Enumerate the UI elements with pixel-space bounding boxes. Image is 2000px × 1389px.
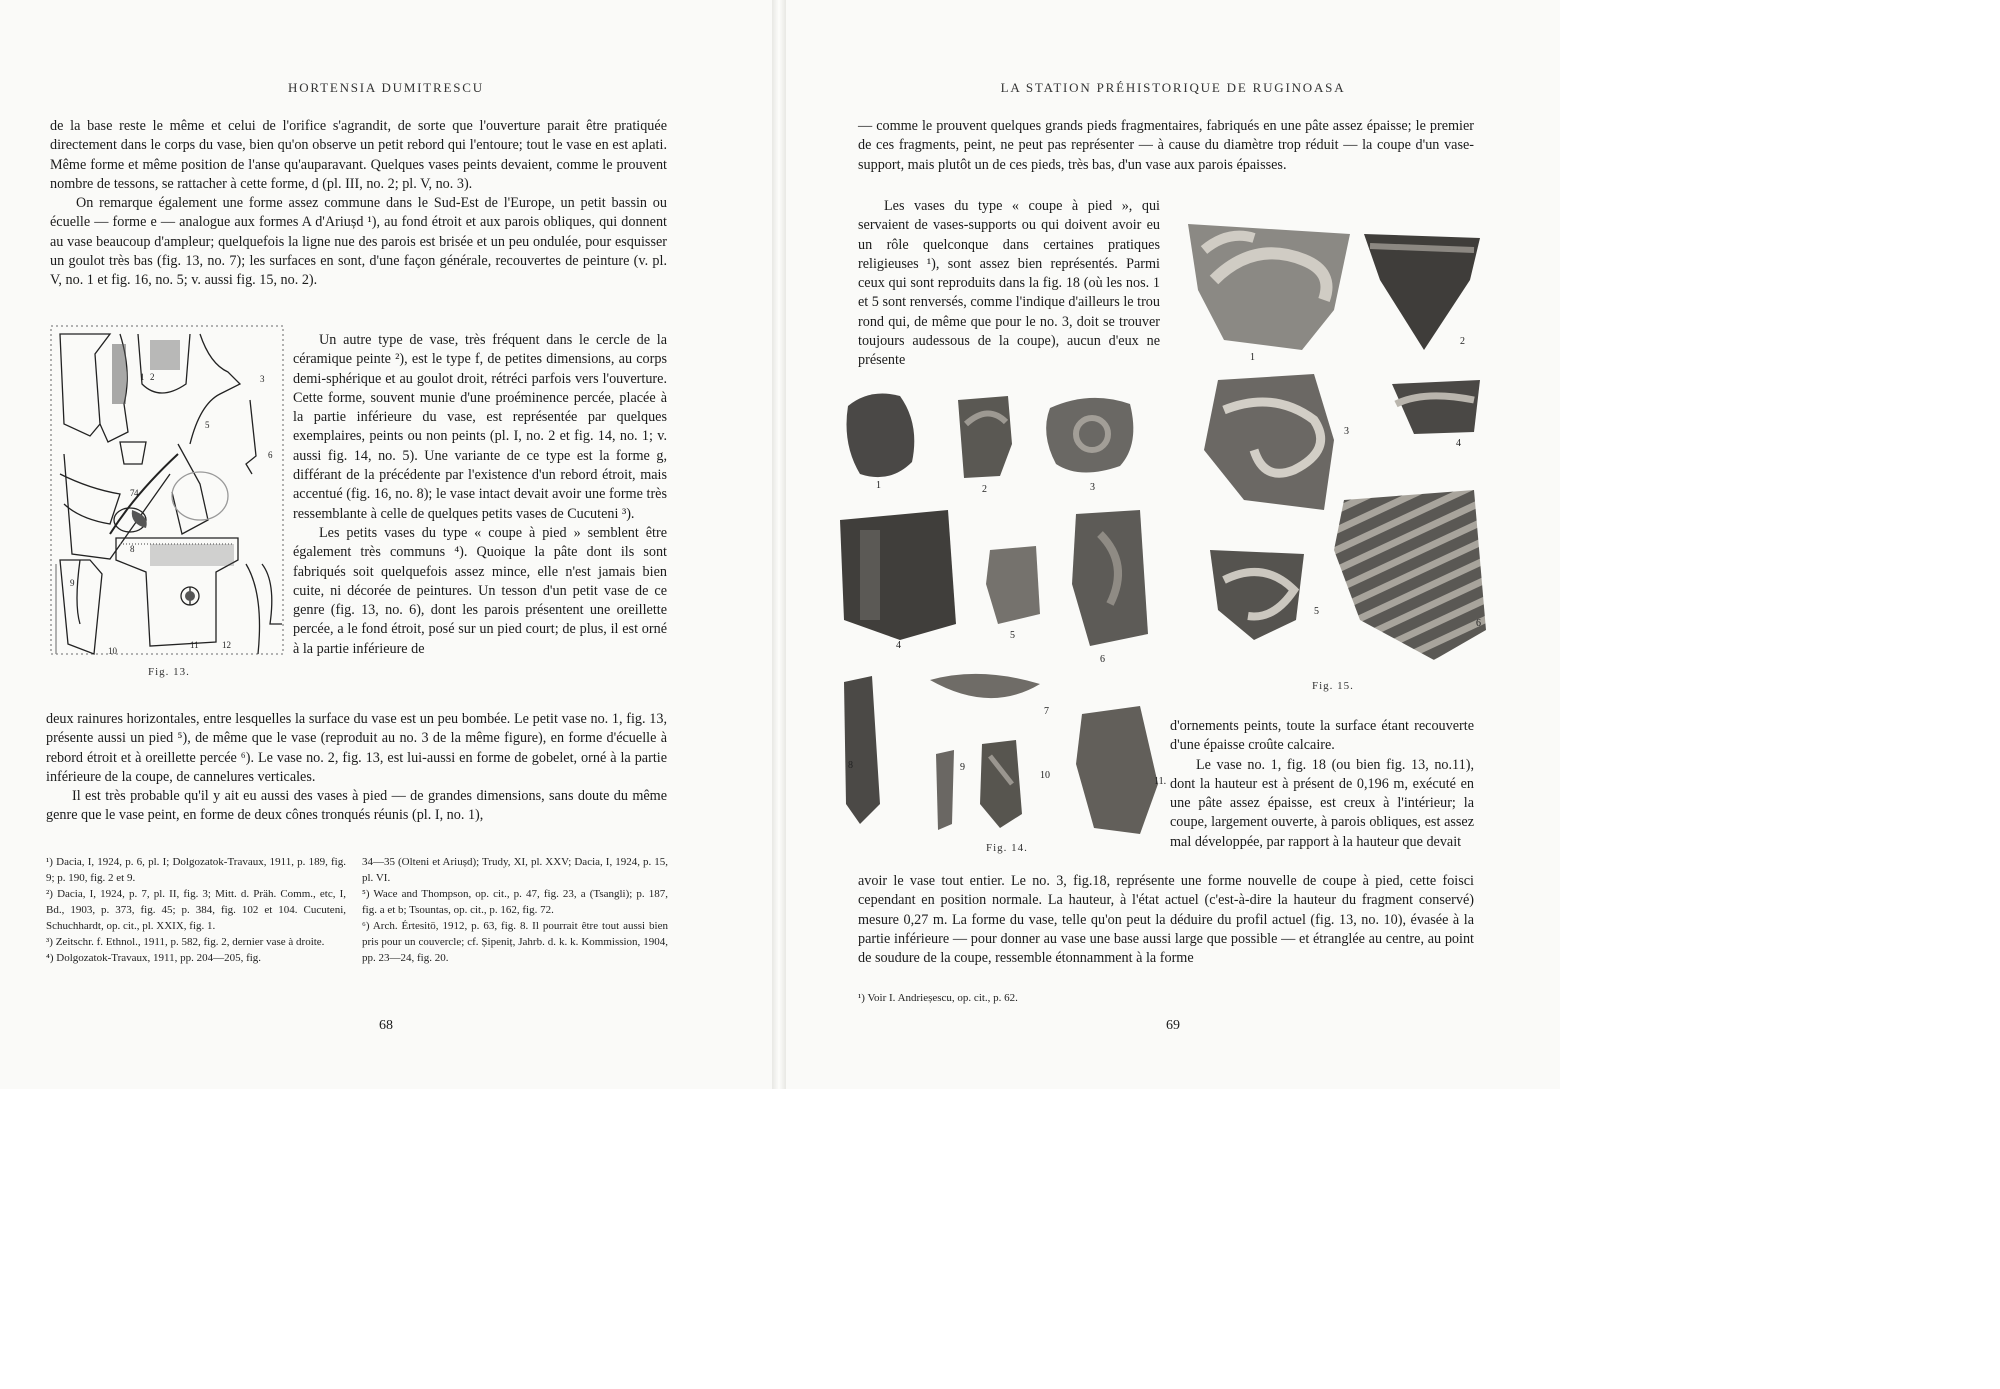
folio-left: 68 <box>379 1018 393 1033</box>
fig13-number: 12 <box>222 640 231 650</box>
fig14-number: 9 <box>960 762 965 773</box>
fig14-sherd-9 <box>936 750 954 830</box>
fig14-sherd-8 <box>844 676 880 824</box>
fig14-sherd-11 <box>1076 706 1158 834</box>
fig15-number: 4 <box>1456 438 1461 449</box>
fig15-sherd-5 <box>1210 550 1304 640</box>
fig14-sherd-10 <box>980 740 1022 828</box>
fig13-number: 8 <box>130 544 135 554</box>
fig15-number: 5 <box>1314 606 1319 617</box>
figure-14-photo <box>840 384 1186 846</box>
fig14-number: 6 <box>1100 654 1105 665</box>
paragraph: Les petits vases du type « coupe à pied » semblent être également très communs ⁴). Quoique la pâte dont ils sont fabriqués soit quelquefois assez mince, elle n'est jamais bien cuite, ni décorée de peintures. Un tesson d'un petit vase de ce genre (fig. 13, no. 6), dont les parois présentent une oreillette percée, a le fond étroit, posé sur un pied court; de plus, il est orné à la partie inférieure de <box>293 524 667 657</box>
footnotes-col-1 <box>46 854 346 966</box>
paragraph: de la base reste le même et celui de l'orifice s'agrandit, de sorte que l'ouverture parait être pratiquée directement dans le corps du vase, bien qu'on observe un petit rebord qui l'entoure; tout le vase en est aplati. Même forme et même position de l'anse qu'auparavant. Quelques vases peints devaient, comme le prouvent nombre de tessons, se rattacher à cette forme, d (pl. III, no. 2; pl. V, no. 3). <box>50 118 667 192</box>
fig14-sherd-3 <box>1046 398 1133 473</box>
fig14-number: 4 <box>896 640 901 651</box>
fig13-number: 11 <box>190 640 199 650</box>
margin-mark: 11. <box>1154 776 1167 787</box>
footnote: ²) Dacia, I, 1924, p. 7, pl. II, fig. 3; Mitt. d. Präh. Comm., etc, I, Bd., 1903, p. 373, fig. 45; p. 384, fig. 102 et 104. Cucuteni, Schuchhardt, op. cit., pl. XXIX, fig. 1. <box>46 888 346 932</box>
fig14-sherd-4 <box>840 510 956 640</box>
paragraph: — comme le prouvent quelques grands pieds fragmentaires, fabriqués en une pâte assez épaisse; le premier de ces fragments, peint, ne peut pas représenter — à cause du diamètre trop réduit — la coupe d'un vase-support, mais plutôt un de ces pieds, très bas, d'un vase aux parois épaisses. <box>858 118 1474 173</box>
footnote: 34—35 (Olteni et Ariușd); Trudy, XI, pl. XXV; Dacia, I, 1924, p. 15, pl. VI. <box>362 856 668 884</box>
book-gutter <box>772 0 786 1089</box>
figure-15-caption: Fig. 15. <box>1312 680 1354 692</box>
paragraph: avoir le vase tout entier. Le no. 3, fig.18, représente une forme nouvelle de coupe à pied, cette foisci cependant en position normale. La hauteur, à l'état actuel (c'est-à-dire la hauteur du fragment conservé) mesure 0,27 m. La forme du vase, telle qu'on peut la déduire du profil actuel (fig. 13, no. 10), évasée à la partie inférieure — pour donner au vase une base aussi large que possible — et étranglée au centre, au point de soudure de la coupe, ressemble étonnamment à la forme <box>858 873 1474 967</box>
fig13-number: 3 <box>260 374 265 384</box>
fig14-number: 2 <box>982 484 987 495</box>
right-body-side <box>858 197 1160 371</box>
fig15-number: 3 <box>1344 426 1349 437</box>
footnote: ³) Zeitschr. f. Ethnol., 1911, p. 582, fig. 2, dernier vase à droite. <box>46 936 325 948</box>
footnote: ¹) Dacia, I, 1924, p. 6, pl. I; Dolgozatok-Travaux, 1911, p. 189, fig. 9; p. 190, fig. 2 et 9. <box>46 856 346 884</box>
fig15-number: 1 <box>1250 352 1255 363</box>
fig13-number: 5 <box>205 420 210 430</box>
fig14-sherd-6 <box>1072 510 1148 646</box>
footnotes-col-2 <box>362 854 668 966</box>
figure-15-photo <box>1184 220 1486 680</box>
footnote: ⁴) Dolgozatok-Travaux, 1911, pp. 204—205, fig. <box>46 952 262 964</box>
figure-13-caption: Fig. 13. <box>148 666 190 678</box>
fig13-number: 6 <box>268 450 273 460</box>
right-body-full <box>858 872 1474 968</box>
right-page <box>786 0 1560 1089</box>
paragraph: d'ornements peints, toute la surface étant recouverte d'une épaisse croûte calcaire. <box>1170 718 1474 754</box>
fig14-sherd-7 <box>930 674 1040 698</box>
fig14-number: 1 <box>876 480 881 491</box>
fig14-sherd-2 <box>958 396 1012 478</box>
left-body-bottom <box>46 710 667 826</box>
paragraph: Les vases du type « coupe à pied », qui servaient de vases-supports ou qui doivent avoir eu un rôle quelconque dans certaines pratiques religieuses ¹), sont assez bien représentés. Parmi ceux qui sont reproduits dans la fig. 18 (où les nos. 1 et 5 sont renversés, comme l'indique d'ailleurs le trou rond qui, de même que pour le no. 3, doit se trouver toujours audessous de la coupe), aucun d'eux ne présente <box>858 198 1160 369</box>
paragraph: Un autre type de vase, très fréquent dans le cercle de la céramique peinte ²), est le type f, de petites dimensions, au corps demi-sphérique et au goulot droit, rétréci parfois vers l'ouverture. Cette forme, souvent munie d'une proéminence percée, placée à la partie inférieure du vase, est représentée par quelques exemplaires, peints ou non peints (pl. I, no. 2 et fig. 14, no. 1; v. aussi fig. 14, no. 5). Une variante de ce type est la forme g, différant de la précédente par l'existence d'un rebord étroit, mais accentué (fig. 16, no. 8); le vase intact devait avoir une forme très ressemblante à celle de quelques petits vases de Cucuteni ³). <box>293 332 667 522</box>
paragraph: Il est très probable qu'il y ait eu aussi des vases à pied — de grandes dimensions, sans doute du même genre que le vase peint, en forme de deux cônes tronqués réunis (pl. I, no. 1), <box>46 788 667 824</box>
footnote: ⁵) Wace and Thompson, op. cit., p. 47, fig. 23, a (Tsangli); p. 187, fig. a et b; Tsountas, op. cit., p. 162, fig. 72. <box>362 888 668 916</box>
figure-14-caption: Fig. 14. <box>986 842 1028 854</box>
footnote: ¹) Voir I. Andrieșescu, op. cit., p. 62. <box>858 992 1018 1004</box>
fig14-sherd-1 <box>847 394 915 478</box>
figure-13-drawing <box>50 324 286 660</box>
fig14-sherd-5 <box>986 546 1040 624</box>
fig14-number: 8 <box>848 760 853 771</box>
fig15-sherd-4 <box>1392 380 1480 434</box>
paragraph: deux rainures horizontales, entre lesquelles la surface du vase est un peu bombée. Le petit vase no. 1, fig. 13, présente aussi un pied ⁵), de même que le vase (reproduit au no. 3 de la même figure), en forme d'écuelle à rebord étroit et à oreillette percée ⁶). Le vase no. 2, fig. 13, est lui-aussi en forme de gobelet, orné à la partie inférieure de la coupe, de cannelures verticales. <box>46 711 667 785</box>
fig13-number: 7 <box>130 488 135 498</box>
fig15-number: 6 <box>1476 618 1481 629</box>
left-page <box>0 0 772 1089</box>
paragraph: On remarque également une forme assez commune dans le Sud-Est de l'Europe, un petit bassin ou écuelle — forme e — analogue aux formes A d'Ariușd ¹), au fond étroit et aux parois obliques, qui donnent au vase beaucoup d'ampleur; quelquefois la ligne nue des parois est brisée et un peu ondulée, pour esquisser un goulot très bas (fig. 13, no. 7); les surfaces en sont, d'une façon générale, recouvertes de peinture (v. pl. V, no. 1 et fig. 16, no. 5; v. aussi fig. 15, no. 2). <box>50 195 667 289</box>
footnote: ⁶) Arch. Értesitö, 1912, p. 63, fig. 8. Il pourrait être tout aussi bien pris pour un couvercle; cf. Șipeniț, Jahrb. d. k. k. Kommission, 1904, pp. 23—24, fig. 20. <box>362 920 668 964</box>
running-head-right: LA STATION PRÉHISTORIQUE DE RUGINOASA <box>1000 80 1346 95</box>
right-body-top <box>858 117 1474 175</box>
right-body-lower <box>1170 717 1474 852</box>
left-body-side <box>293 331 667 659</box>
fig13-number: 1 <box>140 372 145 382</box>
left-body-top <box>50 117 667 291</box>
fig14-number: 10 <box>1040 770 1050 781</box>
fig14-number: 7 <box>1044 706 1049 717</box>
folio-right: 69 <box>1166 1018 1180 1033</box>
fig13-number: 4 <box>134 488 139 498</box>
fig15-sherd-1 <box>1188 224 1350 350</box>
fig14-number: 3 <box>1090 482 1095 493</box>
fig15-sherd-3 <box>1204 374 1334 510</box>
fig15-number: 2 <box>1460 336 1465 347</box>
fig13-number: 2 <box>150 372 155 382</box>
fig15-sherd-2 <box>1364 234 1480 350</box>
fig14-number: 5 <box>1010 630 1015 641</box>
fig13-number: 10 <box>108 646 117 656</box>
fig15-sherd-6 <box>1334 490 1486 660</box>
paragraph: Le vase no. 1, fig. 18 (ou bien fig. 13, no.11), dont la hauteur est à présent de 0,196 m, exécuté en une pâte assez épaisse, est creux à l'intérieur; la coupe, largement ouverte, à parois obliques, est assez mal développée, par rapport à la hauteur que devait <box>1170 756 1474 850</box>
footnote-right <box>858 990 1458 1006</box>
fig13-number: 9 <box>70 578 75 588</box>
running-head-left: HORTENSIA DUMITRESCU <box>288 80 484 95</box>
